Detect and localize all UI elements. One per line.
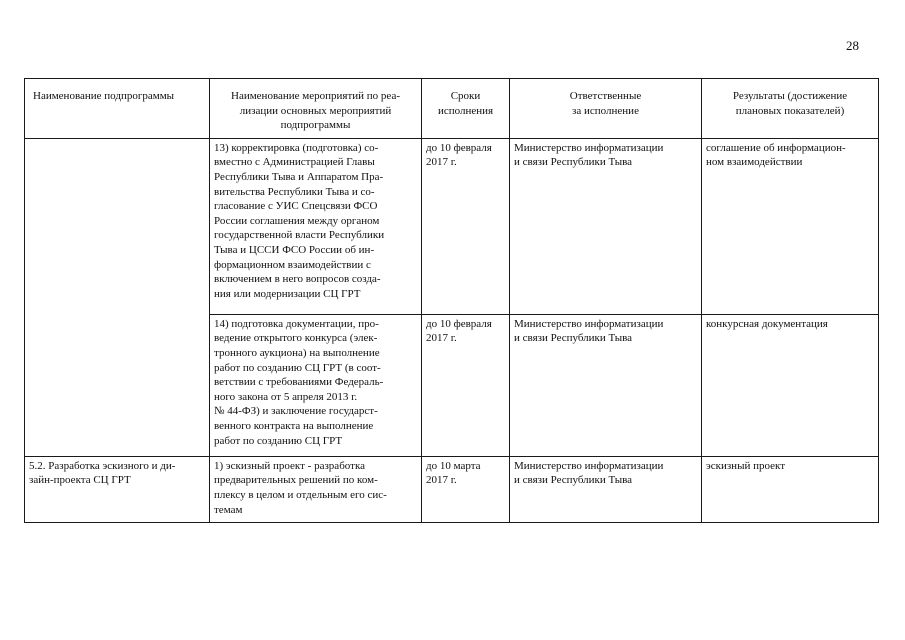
cell-responsible: Министерство информатизации и связи Республики Тыва [510,456,702,522]
cell-result: соглашение об информацион- ном взаимодействии [702,138,879,314]
cell-activity: 14) подготовка документации, про- ведение открытого конкурса (элек- тронного аукциона) на выполнение работ по созданию СЦ ГРТ (в соот- ветствии с требованиями Федераль- ного закона от 5 апреля 2013 г. № 44-ФЗ) и заключение государст- венного контракта на выполнение работ по созданию СЦ ГРТ [210,314,422,456]
cell-subprogram: 5.2. Разработка эскизного и ди- зайн-проекта СЦ ГРТ [25,456,210,522]
cell-activity: 13) корректировка (подготовка) со- вместно с Администрацией Главы Республики Тыва и Аппаратом Пра- вительства Республики Тыва и со- гласование с УИС Спецсвязи ФСО России соглашения между органом государственной власти Республики Тыва и ЦССИ ФСО России об ин- формационном взаимодействии с включением в него вопросов созда- ния или модернизации СЦ ГРТ [210,138,422,314]
cell-subprogram [25,138,210,456]
header-activity: Наименование мероприятий по реа- лизации основных мероприятий подпрограммы [210,79,422,139]
header-subprogram: Наименование подпрограммы [25,79,210,139]
cell-deadline: до 10 марта 2017 г. [422,456,510,522]
header-deadline: Сроки исполнения [422,79,510,139]
cell-deadline: до 10 февраля 2017 г. [422,138,510,314]
table-header-row [25,79,879,139]
header-result: Результаты (достижение плановых показателей) [702,79,879,139]
cell-responsible: Министерство информатизации и связи Республики Тыва [510,314,702,456]
cell-deadline: до 10 февраля 2017 г. [422,314,510,456]
activities-table [24,78,879,523]
cell-activity: 1) эскизный проект - разработка предварительных решений по ком- плексу в целом и отдельным его сис- темам [210,456,422,522]
cell-result: эскизный проект [702,456,879,522]
page-number: 28 [846,38,859,53]
cell-result: конкурсная документация [702,314,879,456]
table-row [25,456,879,522]
cell-responsible: Министерство информатизации и связи Республики Тыва [510,138,702,314]
header-responsible: Ответственные за исполнение [510,79,702,139]
table-row [25,138,879,314]
